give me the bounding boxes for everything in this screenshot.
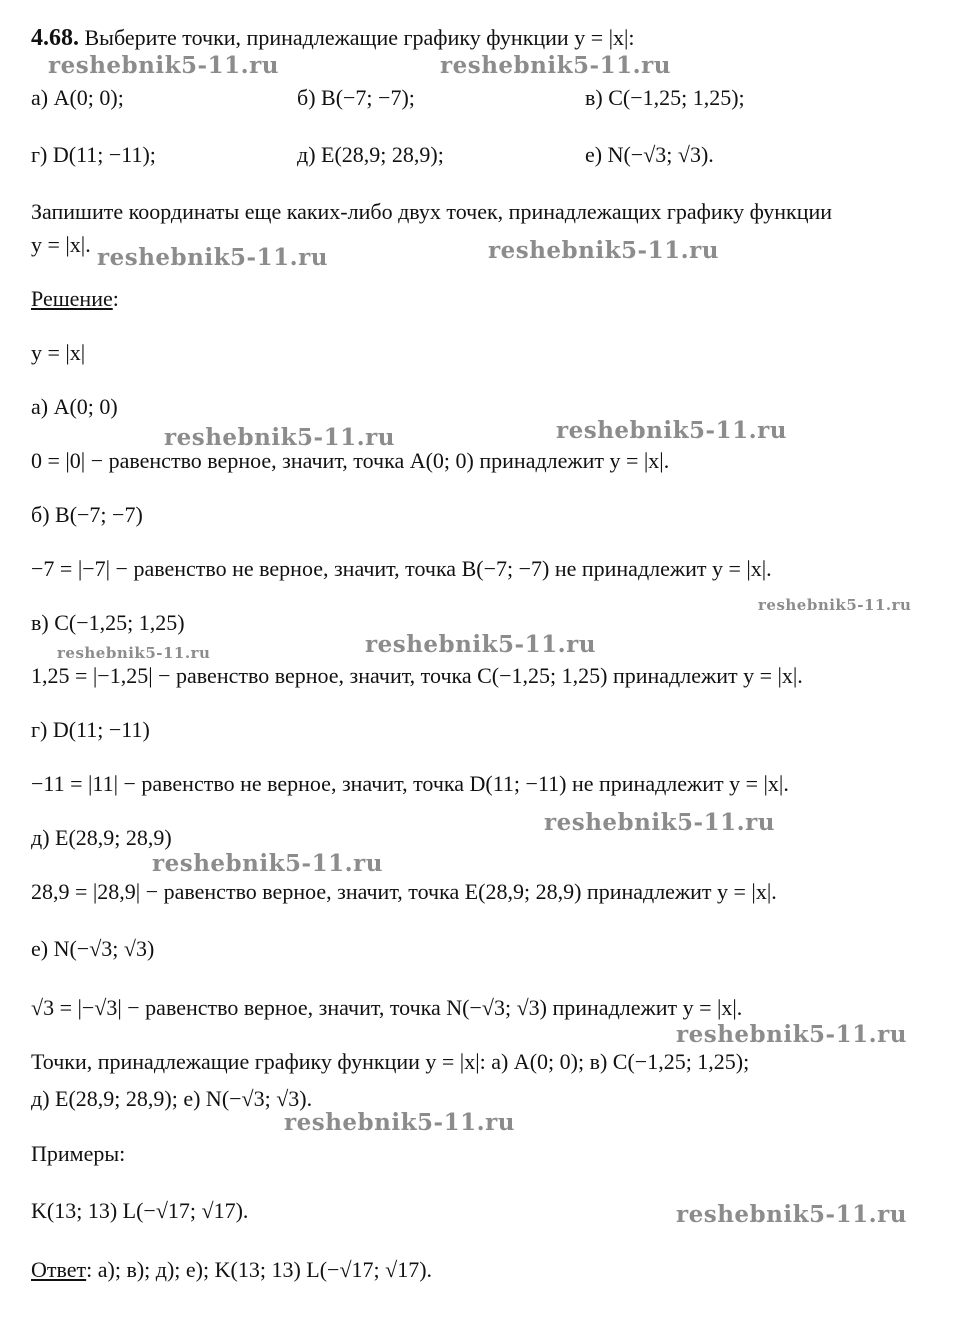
watermark: reshebnik5-11.ru (284, 1109, 515, 1136)
watermark: reshebnik5-11.ru (365, 631, 596, 658)
step-d-point: д) E(28,9; 28,9) (31, 825, 172, 850)
watermark: reshebnik5-11.ru (57, 644, 211, 662)
option-e: е) N(−√3; √3). (585, 142, 714, 167)
summary-line-2: д) E(28,9; 28,9); е) N(−√3; √3). (31, 1086, 313, 1111)
option-a: а) A(0; 0); (31, 85, 124, 110)
examples-line: K(13; 13) L(−√17; √17). (31, 1198, 249, 1223)
option-d: д) E(28,9; 28,9); (297, 142, 444, 167)
solution-heading-label: Решение (31, 286, 113, 311)
task-line-1: Запишите координаты еще каких-либо двух точек, принадлежащих графику функции (31, 199, 833, 224)
solution-heading (31, 285, 119, 313)
step-b-check: −7 = |−7| − равенство не верное, значит, точка B(−7; −7) не принадлежит y = |x|. (31, 556, 772, 581)
problem-number: 4.68. (31, 25, 79, 51)
summary-line-1: Точки, принадлежащие графику функции y = |x|: а) A(0; 0); в) C(−1,25; 1,25); (31, 1049, 750, 1074)
watermark: reshebnik5-11.ru (758, 596, 912, 614)
watermark: reshebnik5-11.ru (676, 1021, 907, 1048)
watermark: reshebnik5-11.ru (48, 52, 279, 79)
watermark: reshebnik5-11.ru (556, 417, 787, 444)
problem-statement: Выберите точки, принадлежащие графику функции y = |x|: (84, 25, 635, 50)
answer-line (31, 1256, 432, 1284)
step-a-check: 0 = |0| − равенство верное, значит, точка A(0; 0) принадлежит y = |x|. (31, 448, 670, 473)
step-v-check: 1,25 = |−1,25| − равенство верное, значит, точка C(−1,25; 1,25) принадлежит y = |x|. (31, 663, 803, 688)
watermark: reshebnik5-11.ru (97, 244, 328, 271)
watermark: reshebnik5-11.ru (152, 850, 383, 877)
problem-header (31, 24, 635, 52)
step-a-point: а) A(0; 0) (31, 394, 118, 419)
watermark: reshebnik5-11.ru (544, 809, 775, 836)
option-g: г) D(11; −11); (31, 142, 156, 167)
step-v-point: в) C(−1,25; 1,25) (31, 610, 185, 635)
watermark: reshebnik5-11.ru (164, 424, 395, 451)
watermark: reshebnik5-11.ru (676, 1201, 907, 1228)
examples-label: Примеры: (31, 1141, 126, 1166)
option-v: в) C(−1,25; 1,25); (585, 85, 745, 110)
solution-heading-colon: : (112, 286, 119, 311)
step-e-point: е) N(−√3; √3) (31, 936, 155, 961)
step-e-check: √3 = |−√3| − равенство верное, значит, точка N(−√3; √3) принадлежит y = |x|. (31, 995, 743, 1020)
option-b: б) B(−7; −7); (297, 85, 415, 110)
step-d-check: 28,9 = |28,9| − равенство верное, значит, точка E(28,9; 28,9) принадлежит y = |x|. (31, 879, 777, 904)
step-g-check: −11 = |11| − равенство не верное, значит, точка D(11; −11) не принадлежит y = |x|. (31, 771, 789, 796)
task-line-2: y = |x|. (31, 232, 91, 257)
function-line: y = |x| (31, 340, 86, 365)
answer-label: Ответ (31, 1257, 87, 1282)
step-b-point: б) B(−7; −7) (31, 502, 143, 527)
watermark: reshebnik5-11.ru (488, 237, 719, 264)
answer-text: : а); в); д); е); K(13; 13) L(−√17; √17). (86, 1257, 433, 1282)
watermark: reshebnik5-11.ru (440, 52, 671, 79)
step-g-point: г) D(11; −11) (31, 717, 150, 742)
